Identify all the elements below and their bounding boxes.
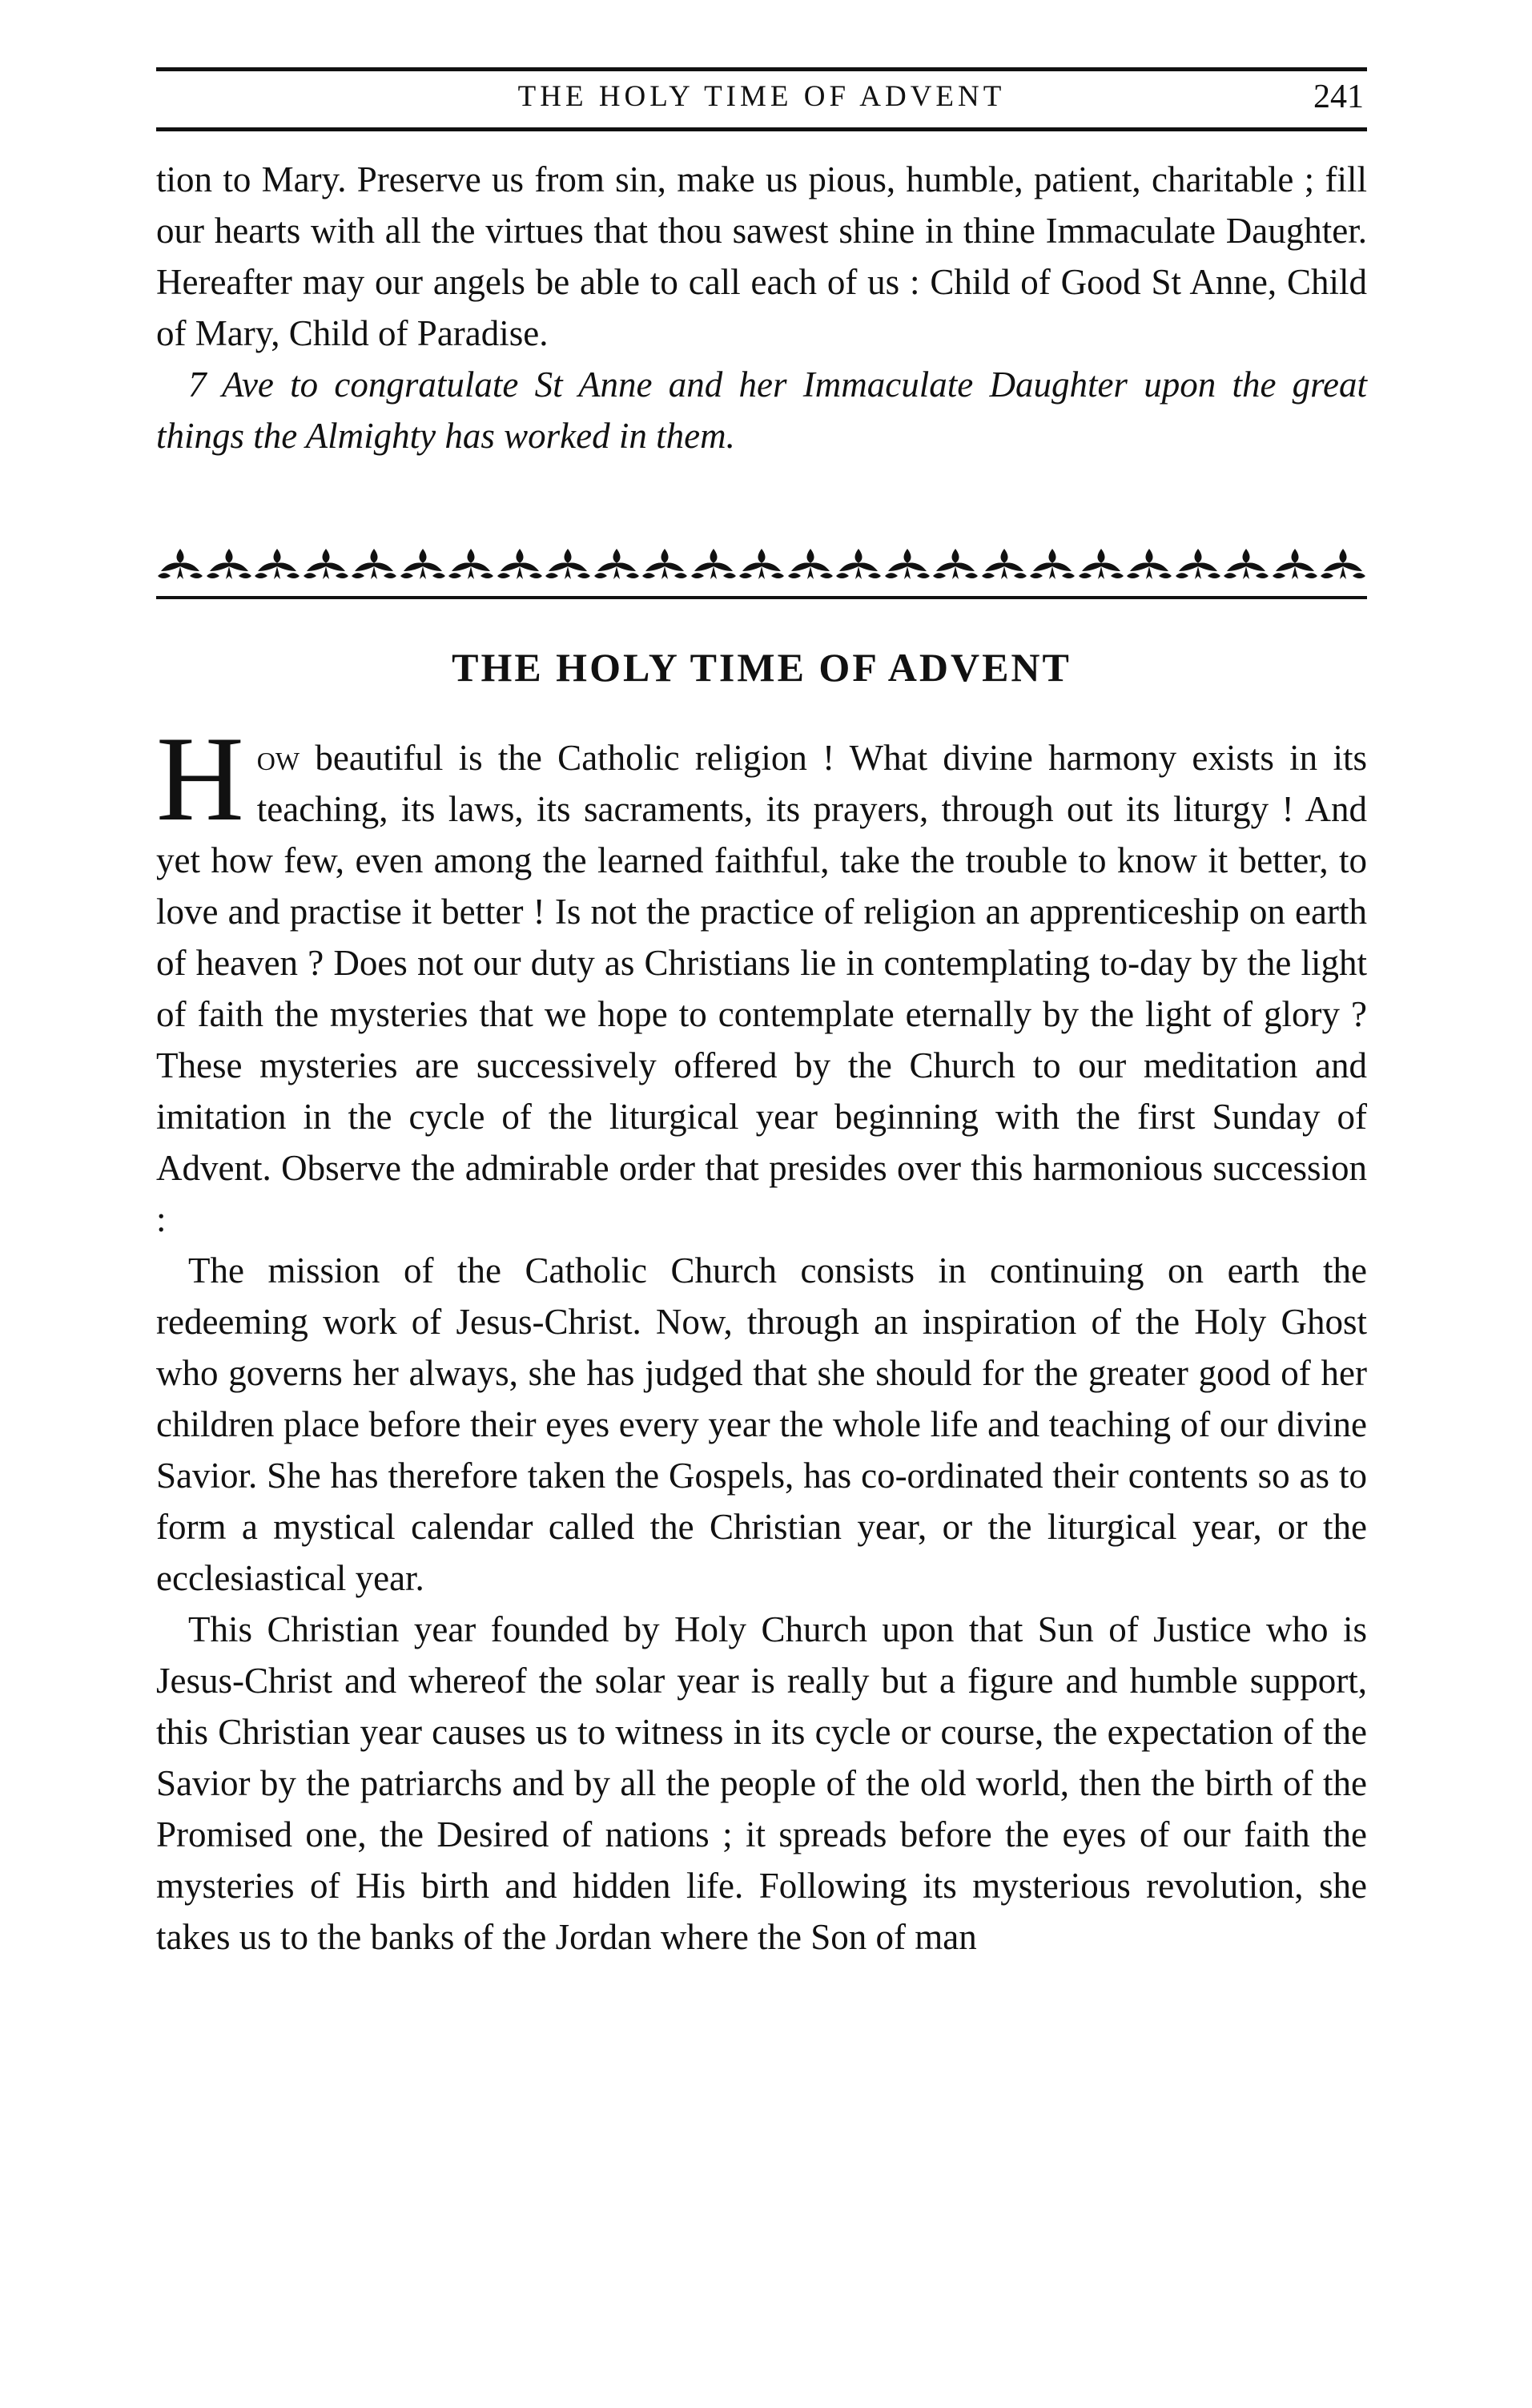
fleuron-icon: [447, 547, 495, 582]
opening-small-caps: ow: [256, 738, 300, 778]
fleuron-icon: [205, 547, 253, 582]
drop-cap: H: [156, 711, 244, 846]
fleuron-icon: [253, 547, 301, 582]
running-title: THE HOLY TIME OF ADVENT: [517, 80, 1006, 113]
fleuron-icon: [1319, 547, 1367, 582]
fleuron-icon: [1222, 547, 1270, 582]
ornament-rule: [156, 596, 1367, 599]
fleuron-icon: [690, 547, 738, 582]
fleuron-icon: [1125, 547, 1173, 582]
fleuron-icon: [593, 547, 641, 582]
fleuron-icon: [738, 547, 786, 582]
fleuron-icon: [1271, 547, 1319, 582]
fleuron-icon: [641, 547, 689, 582]
paragraph-continuation: tion to Mary. Preserve us from sin, make us pious, humble, patient, charitable ; fill our hearts with all the virtues that thou sawest shine in thine Immaculate Daughter. Hereafter may our angels be able to call each of us : Child of Good St Anne, Child of Mary, Child of Paradise.: [156, 159, 1367, 353]
fleuron-icon: [399, 547, 447, 582]
fleuron-icon: [931, 547, 979, 582]
paragraph-2: The mission of the Catholic Church consists in continuing on earth the redeeming work of Jesus-Christ. Now, through an inspiration of the Holy Ghost who governs her always, she has judged that she should for the greater good of her children place before their eyes every year the whole life and teaching of our divine Savior. She has therefore taken the Gospels, has co-ordinated their contents so as to form a mystical calendar called the Christian year, or the liturgical year, or the ecclesiastical year.: [156, 1250, 1367, 1598]
advent-section-body: [156, 711, 1367, 1963]
fleuron-icon: [883, 547, 931, 582]
section-heading: THE HOLY TIME OF ADVENT: [452, 645, 1072, 690]
header-rule-bottom: [156, 127, 1367, 131]
paragraph-1-text: beautiful is the Catholic religion ! What divine harmony exists in its teaching, its laws, its sacraments, its prayers, through out its liturgy ! And yet how few, even among the learned faithful, take the trouble to know it better, to love and practise it better ! Is not the practice of religion an apprenticeship on earth of heaven ? Does not our duty as Christians lie in contemplating to-day by the light of faith the mysteries that we hope to contemplate eternally by the light of glory ? These mysteries are successively offered by the Church to our meditation and imitation in the cycle of the liturgical year beginning with the first Sunday of Advent. Observe the admirable order that presides over this harmonious succession :: [156, 738, 1367, 1239]
fleuron-icon: [156, 547, 204, 582]
fleuron-icon: [350, 547, 398, 582]
page-number: 241: [1313, 79, 1364, 115]
paragraph-3: This Christian year founded by Holy Church upon that Sun of Justice who is Jesus-Christ and whereof the solar year is really but a figure and humble support, this Christian year causes us to witness in its cycle or course, the expectation of the Savior by the patriarchs and by all the people of the old world, then the birth of the Promised one, the Desired of nations ; it spreads before the eyes of our faith the mysteries of His birth and hidden life. Following its mysterious revolution, she takes us to the banks of the Jordan where the Son of man: [156, 1609, 1367, 1957]
running-head: [156, 71, 1367, 127]
fleuron-icon: [544, 547, 592, 582]
italic-instruction: 7 Ave to congratulate St Anne and her Immaculate Daughter upon the great things the Almighty has worked in them.: [156, 364, 1367, 456]
previous-section: [156, 154, 1367, 461]
fleuron-icon: [834, 547, 883, 582]
fleuron-icon: [980, 547, 1028, 582]
ornamental-band: [156, 546, 1367, 583]
fleuron-icon: [496, 547, 544, 582]
fleuron-icon: [1028, 547, 1076, 582]
text-frame: [156, 67, 1367, 1963]
fleuron-icon: [1077, 547, 1125, 582]
fleuron-icon: [1174, 547, 1222, 582]
fleuron-icon: [302, 547, 350, 582]
paragraph-1: [156, 711, 1367, 1245]
fleuron-icon: [786, 547, 834, 582]
